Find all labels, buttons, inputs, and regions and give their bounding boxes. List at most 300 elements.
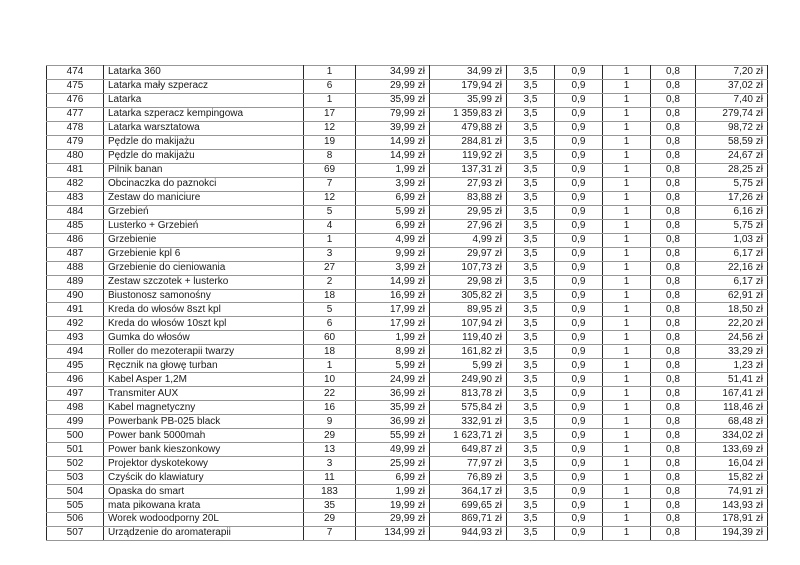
cell-unit-price: 1,99 zł [356,163,430,177]
table-row [47,121,768,135]
cell-factor-d: 0,8 [651,219,696,233]
cell-factor-d: 0,8 [651,471,696,485]
cell-row-index: 496 [47,373,104,387]
cell-quantity: 29 [304,429,356,443]
cell-quantity: 19 [304,135,356,149]
cell-factor-a: 3,5 [507,66,555,80]
cell-factor-c: 1 [603,219,651,233]
cell-factor-c: 1 [603,107,651,121]
cell-factor-c: 1 [603,247,651,261]
cell-factor-c: 1 [603,373,651,387]
cell-final-price: 28,25 zł [696,163,768,177]
cell-factor-c: 1 [603,317,651,331]
cell-total-price: 119,40 zł [430,331,507,345]
cell-unit-price: 14,99 zł [356,275,430,289]
cell-final-price: 6,17 zł [696,275,768,289]
cell-final-price: 5,75 zł [696,219,768,233]
cell-factor-c: 1 [603,485,651,499]
cell-factor-b: 0,9 [555,177,603,191]
cell-factor-a: 3,5 [507,205,555,219]
cell-factor-d: 0,8 [651,317,696,331]
cell-factor-d: 0,8 [651,135,696,149]
cell-factor-b: 0,9 [555,205,603,219]
cell-row-index: 499 [47,415,104,429]
cell-row-index: 475 [47,79,104,93]
cell-product-name: Grzebienie [104,233,304,247]
cell-factor-b: 0,9 [555,93,603,107]
table-row [47,177,768,191]
cell-final-price: 58,59 zł [696,135,768,149]
cell-factor-c: 1 [603,79,651,93]
cell-row-index: 503 [47,471,104,485]
cell-factor-a: 3,5 [507,471,555,485]
cell-factor-c: 1 [603,359,651,373]
cell-factor-c: 1 [603,401,651,415]
cell-factor-b: 0,9 [555,485,603,499]
cell-final-price: 5,75 zł [696,177,768,191]
cell-product-name: Zestaw szczotek + lusterko [104,275,304,289]
cell-factor-b: 0,9 [555,373,603,387]
cell-row-index: 485 [47,219,104,233]
cell-final-price: 17,26 zł [696,191,768,205]
cell-product-name: Powerbank PB-025 black [104,415,304,429]
cell-factor-c: 1 [603,191,651,205]
cell-quantity: 3 [304,247,356,261]
cell-factor-b: 0,9 [555,135,603,149]
cell-factor-c: 1 [603,163,651,177]
cell-product-name: Zestaw do maniciure [104,191,304,205]
table-row [47,66,768,80]
cell-final-price: 98,72 zł [696,121,768,135]
cell-total-price: 107,94 zł [430,317,507,331]
cell-quantity: 1 [304,66,356,80]
cell-unit-price: 9,99 zł [356,247,430,261]
cell-factor-d: 0,8 [651,247,696,261]
cell-quantity: 18 [304,345,356,359]
cell-quantity: 9 [304,415,356,429]
cell-row-index: 488 [47,261,104,275]
cell-final-price: 62,91 zł [696,289,768,303]
cell-unit-price: 6,99 zł [356,471,430,485]
cell-row-index: 487 [47,247,104,261]
cell-unit-price: 34,99 zł [356,66,430,80]
cell-factor-b: 0,9 [555,275,603,289]
cell-product-name: Grzebienie do cieniowania [104,261,304,275]
cell-factor-c: 1 [603,513,651,527]
cell-product-name: Obcinaczka do paznokci [104,177,304,191]
cell-factor-d: 0,8 [651,261,696,275]
cell-unit-price: 5,99 zł [356,359,430,373]
cell-factor-d: 0,8 [651,66,696,80]
cell-factor-c: 1 [603,345,651,359]
cell-factor-d: 0,8 [651,526,696,540]
cell-product-name: Latarka [104,93,304,107]
cell-product-name: Opaska do smart [104,485,304,499]
cell-final-price: 24,56 zł [696,331,768,345]
cell-quantity: 8 [304,149,356,163]
cell-factor-a: 3,5 [507,387,555,401]
cell-quantity: 5 [304,303,356,317]
cell-total-price: 161,82 zł [430,345,507,359]
cell-factor-b: 0,9 [555,457,603,471]
cell-unit-price: 1,99 zł [356,331,430,345]
cell-factor-b: 0,9 [555,66,603,80]
cell-total-price: 119,92 zł [430,149,507,163]
cell-total-price: 179,94 zł [430,79,507,93]
table-row [47,93,768,107]
table-row [47,331,768,345]
cell-factor-b: 0,9 [555,471,603,485]
cell-factor-c: 1 [603,149,651,163]
cell-row-index: 497 [47,387,104,401]
cell-unit-price: 25,99 zł [356,457,430,471]
cell-row-index: 507 [47,526,104,540]
cell-final-price: 279,74 zł [696,107,768,121]
cell-total-price: 29,97 zł [430,247,507,261]
table-row [47,135,768,149]
cell-factor-b: 0,9 [555,443,603,457]
product-table [46,65,768,541]
cell-quantity: 7 [304,177,356,191]
cell-factor-b: 0,9 [555,149,603,163]
cell-factor-c: 1 [603,121,651,135]
cell-final-price: 6,16 zł [696,205,768,219]
table-row [47,107,768,121]
cell-total-price: 27,93 zł [430,177,507,191]
cell-product-name: Kabel Asper 1,2M [104,373,304,387]
cell-product-name: Grzebień [104,205,304,219]
cell-final-price: 7,20 zł [696,66,768,80]
cell-product-name: Grzebienie kpl 6 [104,247,304,261]
cell-final-price: 133,69 zł [696,443,768,457]
cell-row-index: 506 [47,513,104,527]
cell-factor-a: 3,5 [507,107,555,121]
cell-row-index: 476 [47,93,104,107]
table-row [47,149,768,163]
cell-quantity: 7 [304,526,356,540]
cell-quantity: 1 [304,359,356,373]
table-row [47,415,768,429]
cell-quantity: 60 [304,331,356,345]
cell-factor-a: 3,5 [507,373,555,387]
cell-unit-price: 24,99 zł [356,373,430,387]
table-row [47,387,768,401]
cell-total-price: 76,89 zł [430,471,507,485]
cell-factor-a: 3,5 [507,513,555,527]
cell-factor-c: 1 [603,443,651,457]
cell-total-price: 479,88 zł [430,121,507,135]
cell-product-name: Latarka mały szperacz [104,79,304,93]
cell-unit-price: 29,99 zł [356,513,430,527]
cell-final-price: 6,17 zł [696,247,768,261]
cell-row-index: 491 [47,303,104,317]
cell-product-name: Pilnik banan [104,163,304,177]
cell-quantity: 29 [304,513,356,527]
cell-factor-b: 0,9 [555,401,603,415]
cell-product-name: mata pikowana krata [104,499,304,513]
cell-total-price: 77,97 zł [430,457,507,471]
cell-total-price: 699,65 zł [430,499,507,513]
table-row [47,513,768,527]
cell-quantity: 10 [304,373,356,387]
cell-factor-c: 1 [603,93,651,107]
cell-unit-price: 6,99 zł [356,191,430,205]
cell-final-price: 1,03 zł [696,233,768,247]
cell-quantity: 16 [304,401,356,415]
cell-factor-c: 1 [603,429,651,443]
cell-unit-price: 4,99 zł [356,233,430,247]
cell-final-price: 18,50 zł [696,303,768,317]
cell-factor-d: 0,8 [651,373,696,387]
cell-factor-b: 0,9 [555,317,603,331]
cell-product-name: Ręcznik na głowę turban [104,359,304,373]
cell-unit-price: 19,99 zł [356,499,430,513]
cell-factor-c: 1 [603,135,651,149]
cell-unit-price: 6,99 zł [356,219,430,233]
cell-factor-c: 1 [603,526,651,540]
table-row [47,261,768,275]
cell-product-name: Latarka 360 [104,66,304,80]
cell-factor-b: 0,9 [555,429,603,443]
cell-quantity: 183 [304,485,356,499]
cell-unit-price: 14,99 zł [356,135,430,149]
table-row [47,526,768,540]
cell-factor-d: 0,8 [651,191,696,205]
cell-factor-d: 0,8 [651,331,696,345]
cell-factor-a: 3,5 [507,359,555,373]
table-row [47,359,768,373]
cell-quantity: 13 [304,443,356,457]
cell-factor-c: 1 [603,205,651,219]
cell-unit-price: 36,99 zł [356,387,430,401]
table-row [47,345,768,359]
cell-factor-a: 3,5 [507,345,555,359]
cell-row-index: 479 [47,135,104,149]
cell-unit-price: 14,99 zł [356,149,430,163]
cell-factor-a: 3,5 [507,443,555,457]
cell-quantity: 22 [304,387,356,401]
cell-total-price: 869,71 zł [430,513,507,527]
cell-factor-a: 3,5 [507,247,555,261]
cell-row-index: 501 [47,443,104,457]
table-row [47,275,768,289]
cell-final-price: 15,82 zł [696,471,768,485]
cell-total-price: 575,84 zł [430,401,507,415]
cell-total-price: 27,96 zł [430,219,507,233]
cell-quantity: 17 [304,107,356,121]
cell-unit-price: 36,99 zł [356,415,430,429]
cell-factor-d: 0,8 [651,443,696,457]
table-row [47,303,768,317]
cell-product-name: Projektor dyskotekowy [104,457,304,471]
cell-unit-price: 134,99 zł [356,526,430,540]
cell-unit-price: 55,99 zł [356,429,430,443]
cell-quantity: 27 [304,261,356,275]
cell-row-index: 484 [47,205,104,219]
cell-factor-c: 1 [603,457,651,471]
cell-factor-a: 3,5 [507,121,555,135]
cell-factor-b: 0,9 [555,331,603,345]
cell-factor-d: 0,8 [651,163,696,177]
cell-factor-c: 1 [603,387,651,401]
table-row [47,289,768,303]
cell-factor-a: 3,5 [507,303,555,317]
cell-factor-a: 3,5 [507,429,555,443]
cell-unit-price: 8,99 zł [356,345,430,359]
cell-factor-a: 3,5 [507,275,555,289]
cell-factor-b: 0,9 [555,247,603,261]
cell-unit-price: 49,99 zł [356,443,430,457]
table-row [47,247,768,261]
table-row [47,205,768,219]
cell-product-name: Latarka szperacz kempingowa [104,107,304,121]
table-row [47,401,768,415]
cell-final-price: 167,41 zł [696,387,768,401]
cell-unit-price: 1,99 zł [356,485,430,499]
cell-factor-d: 0,8 [651,387,696,401]
cell-total-price: 305,82 zł [430,289,507,303]
cell-factor-d: 0,8 [651,415,696,429]
cell-product-name: Worek wodoodporny 20L [104,513,304,527]
cell-quantity: 5 [304,205,356,219]
cell-product-name: Kabel magnetyczny [104,401,304,415]
cell-factor-a: 3,5 [507,289,555,303]
cell-quantity: 12 [304,121,356,135]
cell-unit-price: 3,99 zł [356,261,430,275]
cell-factor-c: 1 [603,66,651,80]
cell-factor-b: 0,9 [555,191,603,205]
cell-factor-b: 0,9 [555,499,603,513]
cell-unit-price: 29,99 zł [356,79,430,93]
table-row [47,499,768,513]
cell-factor-b: 0,9 [555,526,603,540]
cell-unit-price: 3,99 zł [356,177,430,191]
table-row [47,163,768,177]
cell-factor-a: 3,5 [507,177,555,191]
cell-product-name: Kreda do włosów 8szt kpl [104,303,304,317]
product-table-body [47,66,768,541]
cell-row-index: 494 [47,345,104,359]
cell-factor-b: 0,9 [555,121,603,135]
cell-product-name: Roller do mezoterapii twarzy [104,345,304,359]
cell-factor-d: 0,8 [651,177,696,191]
cell-product-name: Urządzenie do aromaterapii [104,526,304,540]
cell-row-index: 493 [47,331,104,345]
cell-factor-c: 1 [603,415,651,429]
cell-final-price: 74,91 zł [696,485,768,499]
cell-product-name: Transmiter AUX [104,387,304,401]
cell-total-price: 34,99 zł [430,66,507,80]
cell-factor-b: 0,9 [555,513,603,527]
cell-quantity: 35 [304,499,356,513]
cell-product-name: Gumka do włosów [104,331,304,345]
cell-factor-a: 3,5 [507,526,555,540]
cell-final-price: 37,02 zł [696,79,768,93]
cell-factor-c: 1 [603,289,651,303]
cell-factor-a: 3,5 [507,79,555,93]
cell-final-price: 334,02 zł [696,429,768,443]
cell-total-price: 35,99 zł [430,93,507,107]
cell-factor-a: 3,5 [507,485,555,499]
cell-quantity: 12 [304,191,356,205]
cell-factor-b: 0,9 [555,359,603,373]
cell-row-index: 490 [47,289,104,303]
table-row [47,485,768,499]
cell-total-price: 944,93 zł [430,526,507,540]
cell-factor-d: 0,8 [651,233,696,247]
cell-factor-c: 1 [603,177,651,191]
cell-factor-a: 3,5 [507,401,555,415]
cell-factor-d: 0,8 [651,345,696,359]
cell-factor-a: 3,5 [507,93,555,107]
cell-final-price: 22,20 zł [696,317,768,331]
cell-unit-price: 17,99 zł [356,317,430,331]
cell-product-name: Pędzle do makijażu [104,135,304,149]
cell-factor-d: 0,8 [651,149,696,163]
cell-row-index: 492 [47,317,104,331]
cell-total-price: 4,99 zł [430,233,507,247]
cell-quantity: 2 [304,275,356,289]
cell-factor-c: 1 [603,471,651,485]
cell-factor-b: 0,9 [555,79,603,93]
cell-factor-c: 1 [603,499,651,513]
cell-factor-c: 1 [603,233,651,247]
cell-factor-d: 0,8 [651,359,696,373]
cell-factor-d: 0,8 [651,289,696,303]
cell-total-price: 364,17 zł [430,485,507,499]
cell-factor-c: 1 [603,303,651,317]
cell-quantity: 1 [304,233,356,247]
cell-total-price: 29,95 zł [430,205,507,219]
cell-total-price: 649,87 zł [430,443,507,457]
cell-unit-price: 39,99 zł [356,121,430,135]
cell-final-price: 68,48 zł [696,415,768,429]
cell-row-index: 477 [47,107,104,121]
cell-factor-b: 0,9 [555,345,603,359]
cell-product-name: Power bank 5000mah [104,429,304,443]
cell-final-price: 16,04 zł [696,457,768,471]
cell-factor-d: 0,8 [651,275,696,289]
cell-total-price: 137,31 zł [430,163,507,177]
cell-quantity: 18 [304,289,356,303]
cell-factor-c: 1 [603,261,651,275]
cell-factor-b: 0,9 [555,415,603,429]
cell-factor-d: 0,8 [651,457,696,471]
cell-row-index: 483 [47,191,104,205]
cell-final-price: 1,23 zł [696,359,768,373]
cell-factor-b: 0,9 [555,387,603,401]
cell-quantity: 6 [304,79,356,93]
cell-factor-a: 3,5 [507,149,555,163]
cell-product-name: Kreda do włosów 10szt kpl [104,317,304,331]
cell-quantity: 3 [304,457,356,471]
cell-unit-price: 16,99 zł [356,289,430,303]
cell-quantity: 69 [304,163,356,177]
cell-unit-price: 35,99 zł [356,93,430,107]
cell-total-price: 83,88 zł [430,191,507,205]
cell-factor-d: 0,8 [651,499,696,513]
cell-row-index: 474 [47,66,104,80]
cell-product-name: Power bank kieszonkowy [104,443,304,457]
table-row [47,457,768,471]
cell-factor-b: 0,9 [555,163,603,177]
cell-factor-a: 3,5 [507,191,555,205]
cell-factor-d: 0,8 [651,485,696,499]
cell-factor-a: 3,5 [507,499,555,513]
cell-row-index: 504 [47,485,104,499]
cell-total-price: 29,98 zł [430,275,507,289]
cell-factor-c: 1 [603,331,651,345]
